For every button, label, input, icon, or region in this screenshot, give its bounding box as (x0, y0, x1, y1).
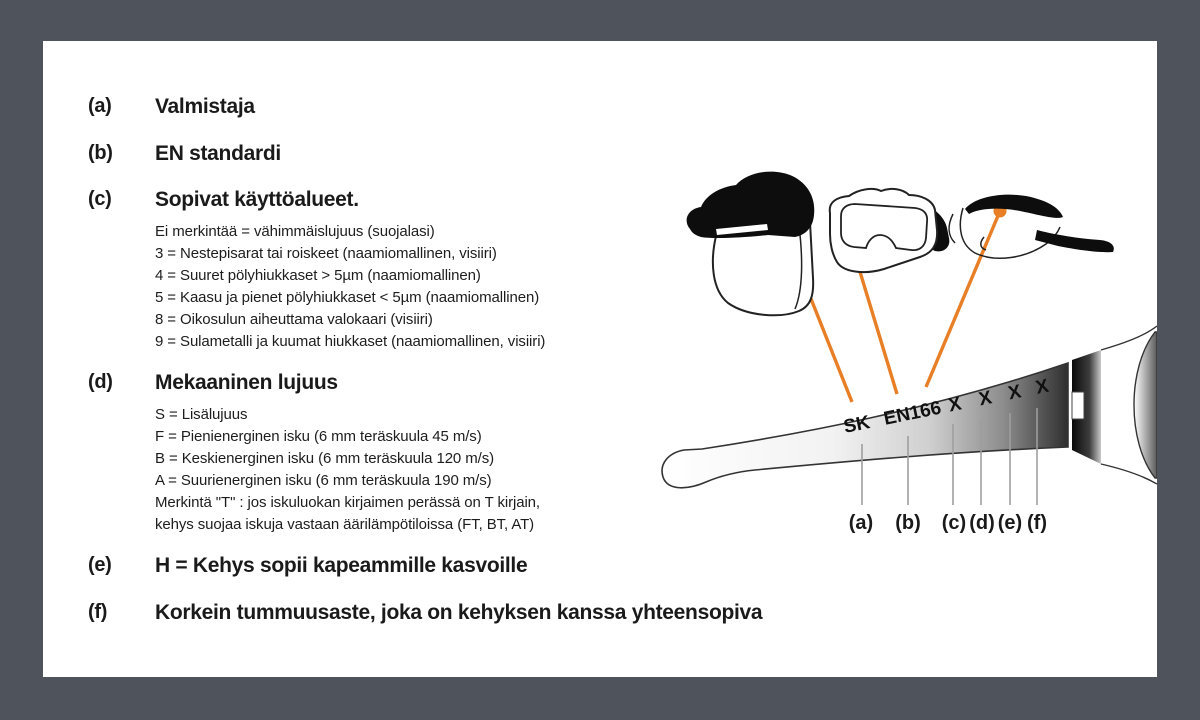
temple-arm-illustration (662, 326, 1157, 534)
pointer-label-f: (f) (1027, 512, 1047, 534)
detail-line: 4 = Suuret pölyhiukkaset > 5µm (naamiomallinen) (155, 267, 481, 284)
pointer-label-c: (c) (941, 512, 967, 534)
detail-line: A = Suurienerginen isku (6 mm teräskuula 190 m/s) (155, 472, 492, 489)
marking-x1: X (946, 393, 964, 417)
temple-hinge-notch (1072, 392, 1084, 419)
goggles-body (830, 189, 937, 272)
marking-x2: X (977, 387, 994, 411)
pointer-label-d: (d) (969, 512, 995, 534)
legend-title-f: Korkein tummuusaste, joka on kehyksen kanssa yhteensopiva (155, 601, 763, 624)
detail-line: kehys suojaa iskuja vastaan äärilämpötiloissa (FT, BT, AT) (155, 516, 535, 533)
legend-key-c: (c) (88, 188, 112, 210)
legend-title-e: H = Kehys sopii kapeammille kasvoille (155, 554, 528, 577)
safety-glasses-illustration (949, 195, 1114, 259)
detail-line: F = Pienienerginen isku (6 mm teräskuula 45 m/s) (155, 428, 482, 445)
glasses-far-lens-edge (949, 214, 955, 243)
detail-line: B = Keskienerginen isku (6 mm teräskuula 120 m/s) (155, 450, 495, 467)
detail-line: 9 = Sulametalli ja kuumat hiukkaset (naamiomallinen, visiiri) (155, 333, 546, 350)
pointer-labels (849, 512, 1047, 534)
legend-title-a: Valmistaja (155, 95, 255, 118)
marking-x3: X (1006, 381, 1024, 405)
pointer-label-b: (b) (895, 512, 921, 534)
legend-key-f: (f) (88, 601, 108, 623)
legend-key-a: (a) (88, 95, 112, 117)
legend-key-b: (b) (88, 142, 113, 164)
legend-details-c (155, 221, 715, 353)
detail-line: 3 = Nestepisarat tai roiskeet (naamiomallinen, visiiri) (155, 245, 497, 262)
detail-line: S = Lisälujuus (155, 406, 248, 423)
marking-diagram (650, 160, 1157, 545)
legend-key-d: (d) (88, 371, 113, 393)
goggles-illustration (830, 189, 950, 272)
face-shield-illustration (687, 172, 815, 316)
legend-details-d (155, 404, 715, 536)
legend-key-e: (e) (88, 554, 112, 576)
glasses-brow-bar (965, 195, 1063, 218)
pointer-label-a: (a) (848, 512, 874, 534)
detail-line: Merkintä "T" : jos iskuluokan kirjaimen perässä on T kirjain, (155, 494, 540, 511)
frame-front-crescent (1134, 332, 1157, 478)
legend-title-c: Sopivat käyttöalueet. (155, 188, 359, 211)
marking-prefix: SK (841, 412, 872, 438)
legend-title-b: EN standardi (155, 142, 281, 165)
marking-standard: EN166 (881, 397, 944, 430)
detail-line: 5 = Kaasu ja pienet pölyhiukkaset < 5µm (naamiomallinen) (155, 289, 540, 306)
pointer-label-e: (e) (997, 512, 1023, 534)
detail-line: Ei merkintää = vähimmäislujuus (suojalasi) (155, 223, 435, 240)
detail-line: 8 = Oikosulun aiheuttama valokaari (visiiri) (155, 311, 433, 328)
legend-title-d: Mekaaninen lujuus (155, 371, 338, 394)
marking-x4: X (1033, 375, 1051, 399)
glasses-temple-arm (1035, 230, 1114, 252)
